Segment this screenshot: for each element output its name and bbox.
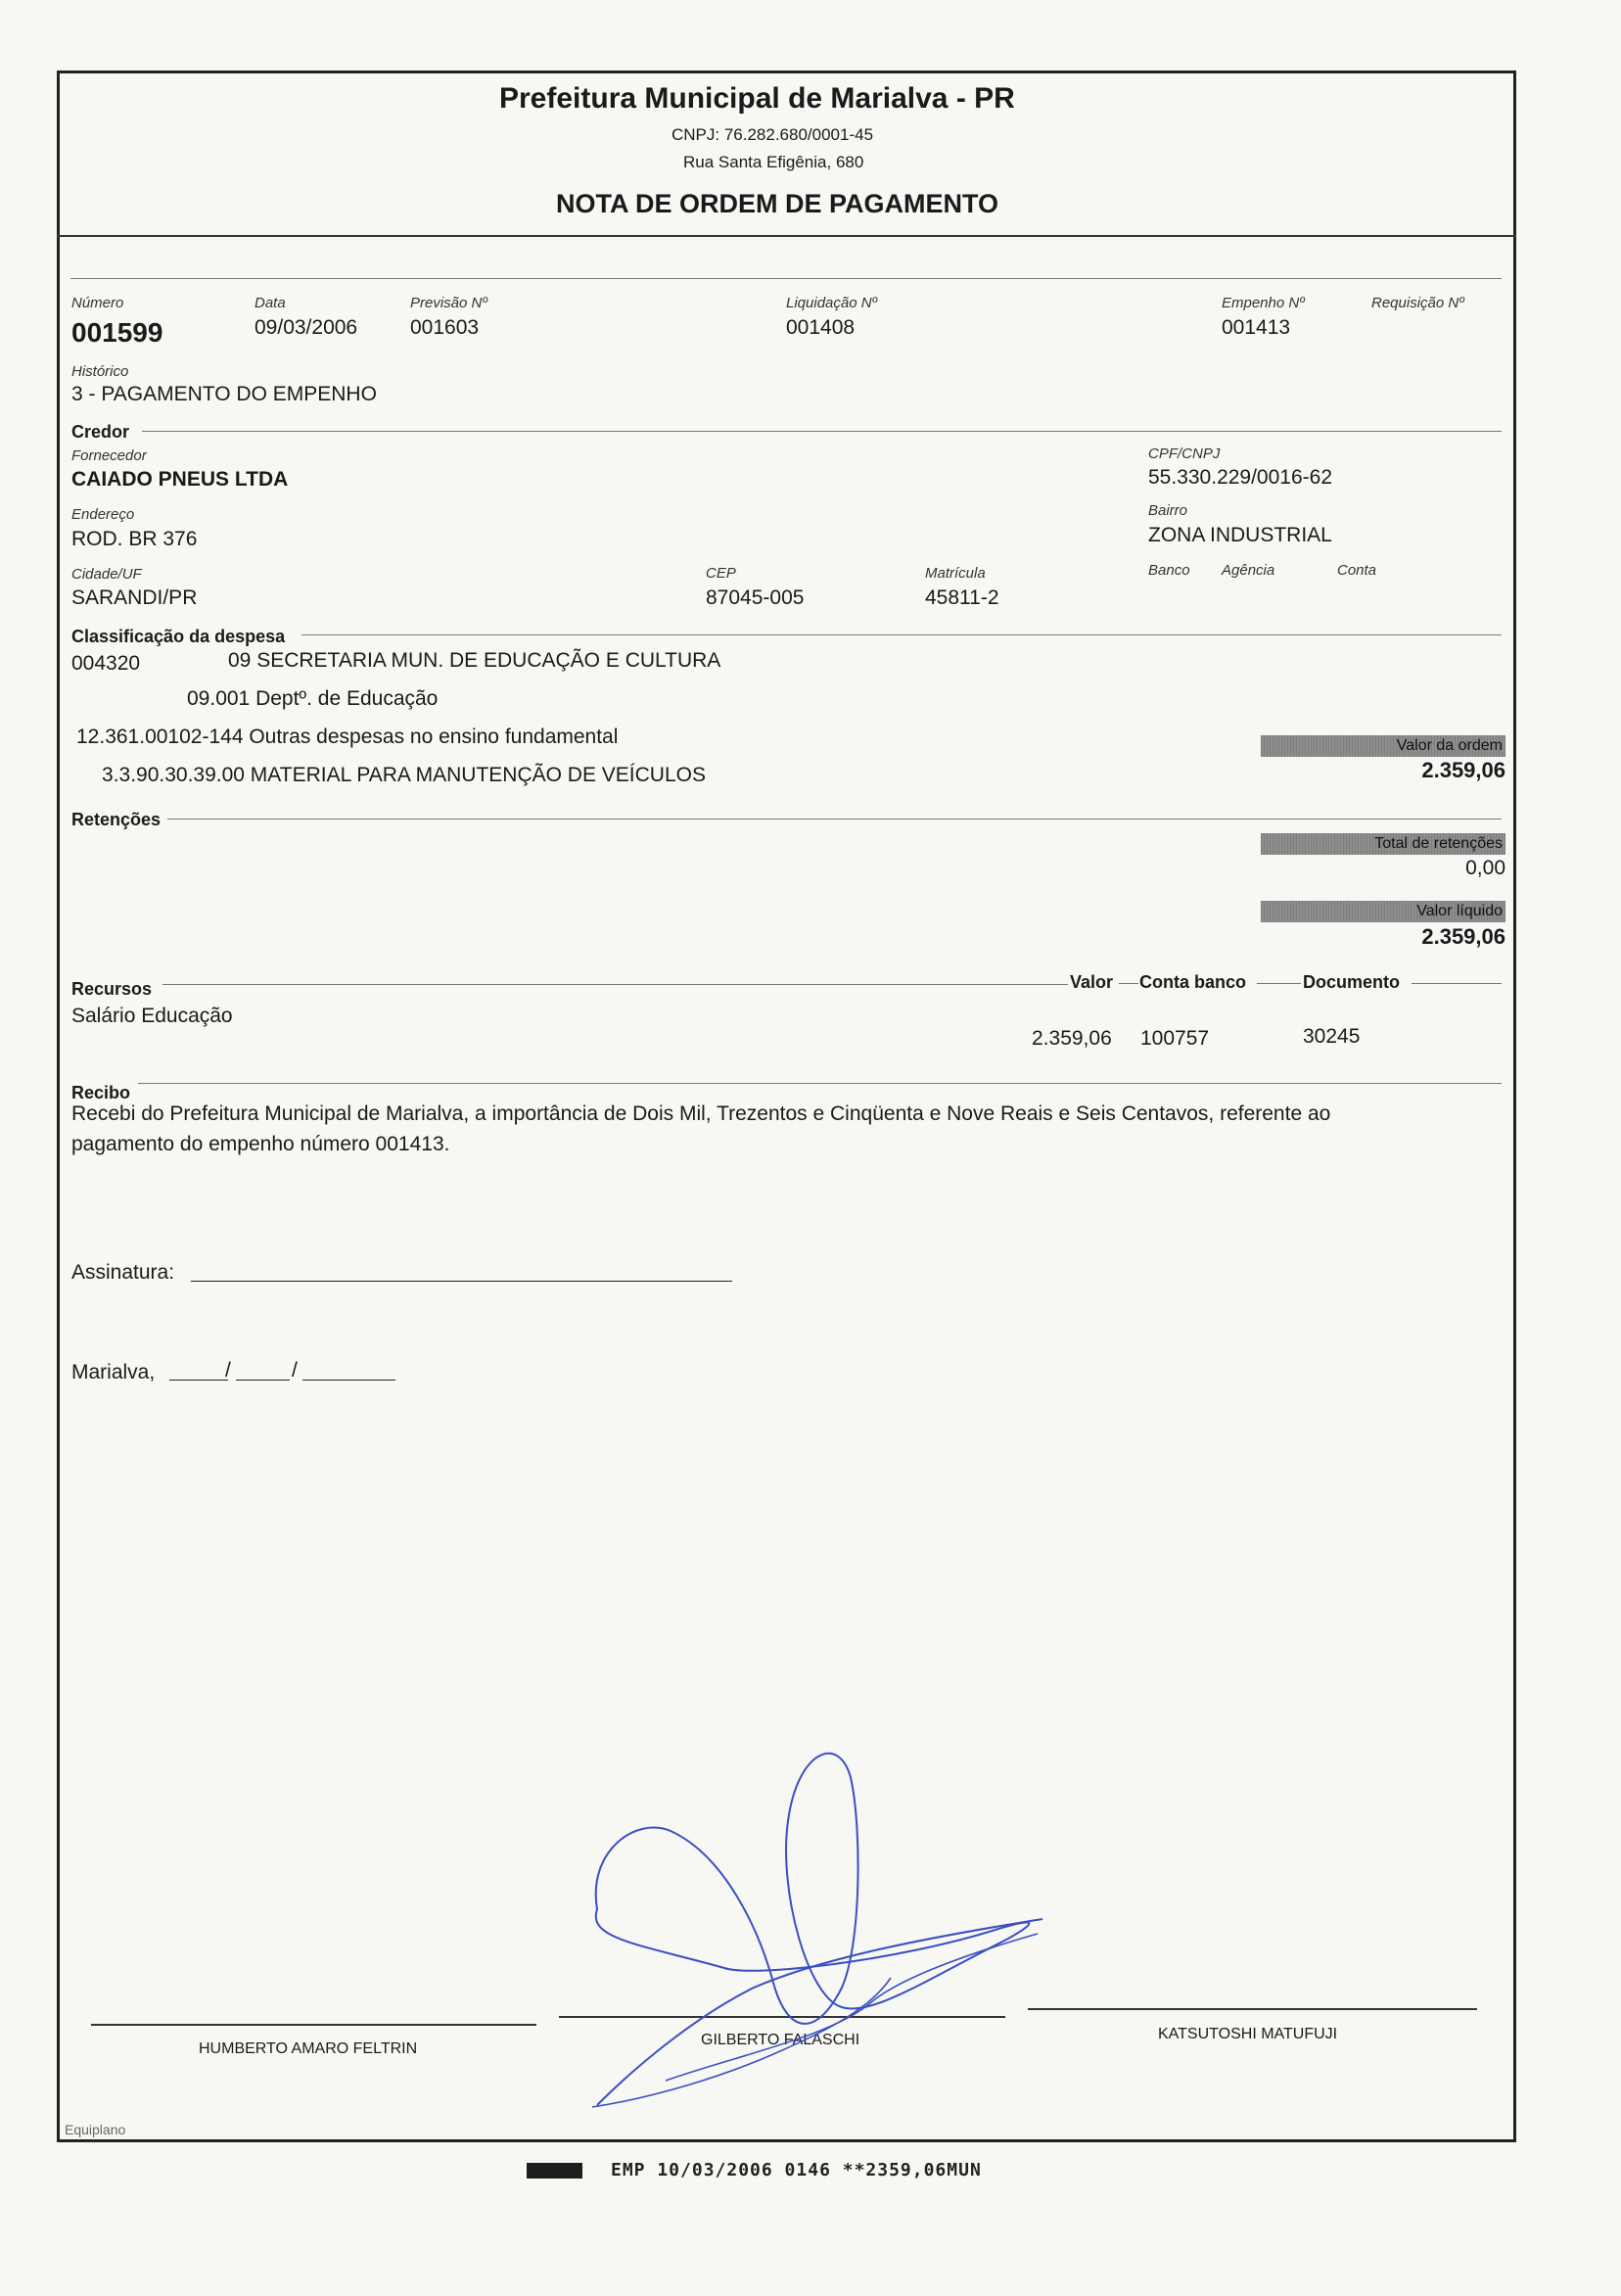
recursos-line <box>162 984 1068 985</box>
total-retencoes-label: Total de retenções <box>1261 833 1505 855</box>
recursos-sep-3 <box>1412 983 1502 984</box>
assinatura-label: Assinatura: <box>71 1261 175 1284</box>
classificacao-code: 004320 <box>71 652 141 675</box>
previsao-value: 001603 <box>410 316 480 339</box>
classificacao-section-title: Classificação da despesa <box>71 627 286 646</box>
recursos-documento-label: Documento <box>1303 972 1400 992</box>
fornecedor-label: Fornecedor <box>71 447 147 464</box>
signatory-3-name: KATSUTOSHI MATUFUJI <box>1158 2026 1338 2042</box>
fields-top-line <box>70 278 1502 279</box>
recursos-conta-banco: 100757 <box>1140 1027 1210 1050</box>
matricula-label: Matrícula <box>925 565 986 582</box>
cep-value: 87045-005 <box>706 586 805 609</box>
requisicao-label: Requisição Nº <box>1371 295 1464 311</box>
previsao-label: Previsão Nº <box>410 295 487 311</box>
recursos-sep-2 <box>1257 983 1301 984</box>
bairro-value: ZONA INDUSTRIAL <box>1148 524 1332 546</box>
fornecedor-value: CAIADO PNEUS LTDA <box>71 468 289 491</box>
liquidacao-label: Liquidação Nº <box>786 295 878 311</box>
recursos-valor: 2.359,06 <box>1032 1027 1112 1050</box>
date-slash-1: / <box>225 1359 231 1382</box>
stamp-mark <box>527 2163 582 2179</box>
recursos-nome: Salário Educação <box>71 1005 233 1027</box>
recibo-section-title: Recibo <box>71 1083 131 1102</box>
date-month-blank <box>236 1380 290 1381</box>
classificacao-elemento: 3.3.90.30.39.00 MATERIAL PARA MANUTENÇÃO DE VEÍCULOS <box>102 764 706 786</box>
valor-ordem-label: Valor da ordem <box>1261 735 1505 757</box>
classificacao-orgao: 09 SECRETARIA MUN. DE EDUCAÇÃO E CULTURA <box>228 649 721 672</box>
cnpj-text: CNPJ: 76.282.680/0001-45 <box>672 125 874 144</box>
retencoes-line <box>167 819 1502 820</box>
valor-ordem-value: 2.359,06 <box>1421 758 1505 782</box>
valor-liquido-value: 2.359,06 <box>1421 924 1505 949</box>
historico-label: Histórico <box>71 363 129 380</box>
data-value: 09/03/2006 <box>255 316 358 339</box>
agencia-label: Agência <box>1222 562 1275 579</box>
endereco-value: ROD. BR 376 <box>71 528 198 550</box>
doc-title: NOTA DE ORDEM DE PAGAMENTO <box>556 189 999 218</box>
endereco-label: Endereço <box>71 506 135 523</box>
recibo-text-line-1: Recebi do Prefeitura Municipal de Marialva, a importância de Dois Mil, Trezentos e Cinqüenta e Nove Reais e Seis Centavos, referente ao <box>71 1102 1331 1125</box>
signature-line-3 <box>1028 2008 1477 2010</box>
signatory-1-name: HUMBERTO AMARO FELTRIN <box>199 2040 418 2057</box>
recursos-sep-1 <box>1119 983 1138 984</box>
classificacao-unidade: 09.001 Deptº. de Educação <box>187 687 439 710</box>
header-divider <box>57 235 1516 237</box>
cidade-value: SARANDI/PR <box>71 586 198 609</box>
matricula-value: 45811-2 <box>925 586 999 609</box>
signature-line-1 <box>91 2024 536 2026</box>
total-retencoes-value: 0,00 <box>1465 857 1505 879</box>
date-slash-2: / <box>292 1359 298 1382</box>
recursos-section-title: Recursos <box>71 979 153 999</box>
credor-line <box>142 431 1502 432</box>
classificacao-funcional: 12.361.00102-144 Outras despesas no ensino fundamental <box>76 726 619 748</box>
marialva-date-label: Marialva, <box>71 1361 156 1383</box>
cpf-value: 55.330.229/0016-62 <box>1148 466 1333 489</box>
page-title: Prefeitura Municipal de Marialva - PR <box>499 82 1015 115</box>
date-year-blank <box>302 1380 395 1381</box>
credor-section-title: Credor <box>71 422 130 442</box>
assinatura-line <box>191 1281 732 1282</box>
valor-liquido-label: Valor líquido <box>1261 901 1505 922</box>
payment-stamp: EMP 10/03/2006 0146 **2359,06MUN <box>611 2160 982 2180</box>
classificacao-line <box>301 634 1502 635</box>
banco-label: Banco <box>1148 562 1190 579</box>
address-text: Rua Santa Efigênia, 680 <box>683 153 864 171</box>
equiplano-brand: Equiplano <box>65 2122 126 2137</box>
cpf-label: CPF/CNPJ <box>1148 445 1221 462</box>
conta-label: Conta <box>1337 562 1377 579</box>
cidade-label: Cidade/UF <box>71 566 142 583</box>
recibo-text-line-2: pagamento do empenho número 001413. <box>71 1133 450 1155</box>
empenho-value: 001413 <box>1222 316 1291 339</box>
data-label: Data <box>255 295 286 311</box>
numero-label: Número <box>71 295 124 311</box>
numero-value: 001599 <box>71 317 163 348</box>
recibo-line <box>138 1083 1502 1084</box>
recursos-valor-label: Valor <box>1070 972 1114 992</box>
bairro-label: Bairro <box>1148 502 1188 519</box>
signatory-2-name: GILBERTO FALASCHI <box>701 2032 860 2048</box>
recursos-documento: 30245 <box>1303 1025 1361 1048</box>
date-day-blank <box>169 1380 228 1381</box>
recursos-conta-banco-label: Conta banco <box>1139 972 1247 992</box>
historico-value: 3 - PAGAMENTO DO EMPENHO <box>71 383 377 405</box>
empenho-label: Empenho Nº <box>1222 295 1305 311</box>
cep-label: CEP <box>706 565 736 582</box>
handwritten-signature <box>578 1743 1067 2134</box>
retencoes-section-title: Retenções <box>71 810 162 829</box>
liquidacao-value: 001408 <box>786 316 856 339</box>
